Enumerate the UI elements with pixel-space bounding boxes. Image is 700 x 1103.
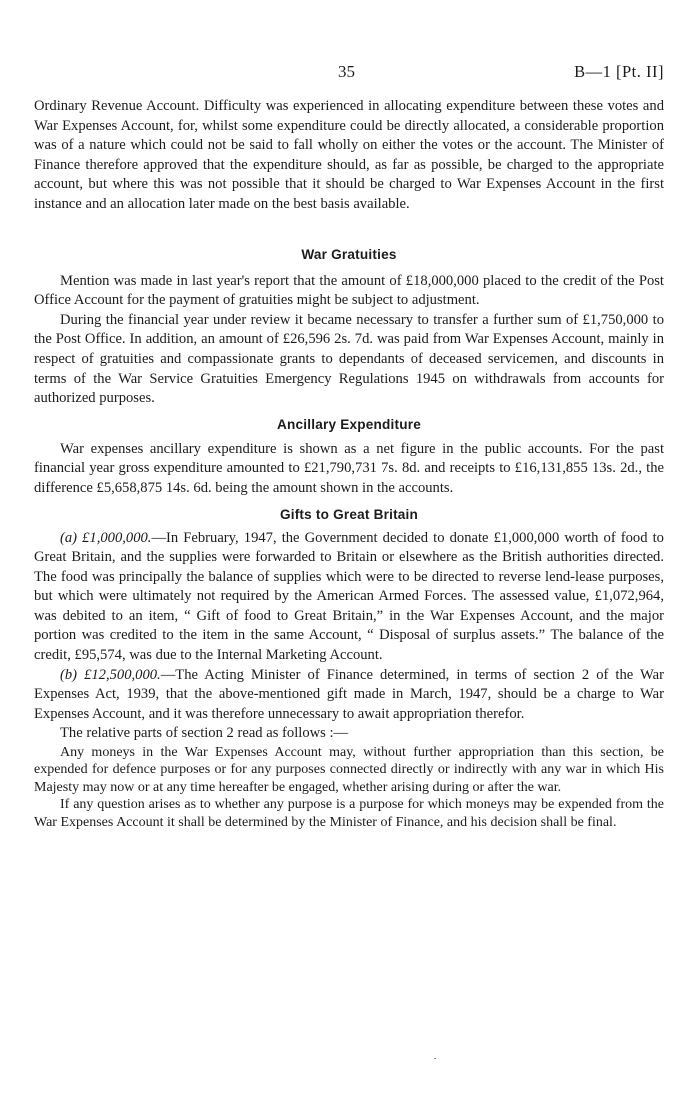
paragraph-ancillary: War expenses ancillary expenditure is shown as a net figure in the public accounts. For the past financial year gross expenditure amounted to £21,790,731 7s. 8d. and receipts to £16,131,855 13s. 2d., the difference £5,658,875 14s. 6d. being the amount shown in the accounts. [34,440,664,496]
heading-war-gratuities: War Gratuities [301,246,397,262]
paragraph-gift-a [34,529,664,666]
gift-a-label: (a) £1,000,000. [60,529,152,546]
document-page [34,0,664,1103]
page-number: 35 [338,62,355,81]
heading-gifts-great-britain: Gifts to Great Britain [279,506,419,522]
paragraph-war-gratuities-2: During the financial year under review it became necessary to transfer a further sum of £1,750,000 to the Post Office. In addition, an amount of £26,596 2s. 7d. was paid from War Expenses Account, mainly in respect of gratuities and compassionate grants to dependants of deceased servicemen, and discounts in terms of the War Service Gratuities Emergency Regulations 1945 on withdrawals from accounts for authorized purposes. [34,311,664,407]
page-header [34,62,664,84]
quoted-section [34,744,664,831]
paragraph-ordinary-revenue: Ordinary Revenue Account. Difficulty was experienced in allocating expenditure between these votes and War Expenses Account, for, whilst some expenditure could be directly allocated, a considerable proportion was of a nature which could not be said to fall wholly on either the votes or the account. The Minister of Finance therefore approved that the expenditure should, as far as possible, be charged to the appropriate account, but where this was not possible that it should be charged to War Expenses Account in the first instance and an allocation later made on the best basis available. [34,98,664,212]
gift-b-text: —The Acting Minister of Finance determined, in terms of section 2 of the War Expenses Act, 1939, that the above-mentioned gift made in March, 1947, should be a charge to War Expenses Account, and it was therefore unnecessary to await appropriation therefor. [34,666,664,722]
quote-paragraph-2: If any question arises as to whether any purpose is a purpose for which moneys may be expended from the War Expenses Account it shall be determined by the Minister of Finance, and his decision shall be final. [34,797,664,830]
heading-ancillary-expenditure: Ancillary Expenditure [277,416,421,432]
page-body [34,97,664,831]
scan-mark [434,1058,436,1059]
document-reference: B—1 [Pt. II] [574,62,664,81]
paragraph-gift-b [34,666,664,725]
gift-a-text: —In February, 1947, the Government decided to donate £1,000,000 worth of food to Great Britain, and the supplies were forwarded to Britain or elsewhere as the British authorities directed. The food was principally the balance of supplies which were to be directed to reverse lend-lease purposes, but which were ultimately not required by the American Armed Forces. The assessed value, £1,072,964, was debited to an item, “ Gift of food to Great Britain,” in the War Expenses Account, and the major portion was credited to the item in the same Account, “ Disposal of surplus assets.” The balance of the credit, £95,574, was due to the Internal Marketing Account. [34,529,664,664]
gift-b-label: (b) £12,500,000. [60,666,161,683]
quote-paragraph-1: Any moneys in the War Expenses Account may, without further appropriation than this section, be expended for defence purposes or for any purposes connected directly or indirectly with any war in which His Majesty may now or at any time hereafter be engaged, whether arising during or after the war. [34,745,664,795]
paragraph-war-gratuities-1: Mention was made in last year's report that the amount of £18,000,000 placed to the credit of the Post Office Account for the payment of gratuities might be subject to adjustment. [34,272,664,309]
paragraph-relative-parts: The relative parts of section 2 read as follows :— [60,725,349,742]
